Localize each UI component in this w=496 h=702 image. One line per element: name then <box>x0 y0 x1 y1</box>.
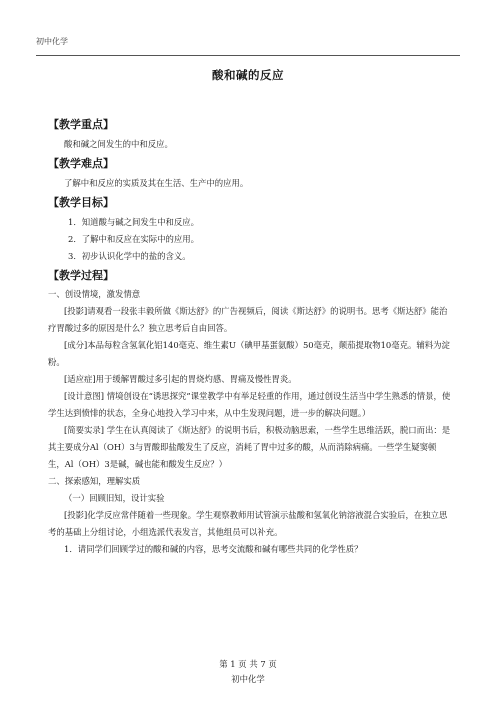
heading-process: 【教学过程】 <box>48 269 114 282</box>
heading-key-points: 【教学重点】 <box>48 118 114 131</box>
process-record-para: [简要实录] 学生在认真阅读了《斯达舒》的说明书后，积极动脑思索，一些学生思维活跃，脱口而出：是其主要成分Al（OH）3与胃酸即盐酸发生了反应，消耗了胃中过多的酸，从而消除病痛。一些学生疑窦顿生，Al（OH）3是碱，碱也能和酸发生反应？） <box>48 425 451 469</box>
difficulties-text: 了解中和反应的实质及其在生活、生产中的应用。 <box>64 178 249 188</box>
process-part1-title: 一、创设情境，激发情意 <box>48 289 141 299</box>
goal-item-3: 3．初步认识化学中的盐的含义。 <box>68 251 191 261</box>
page-title: 酸和碱的反应 <box>212 68 284 82</box>
heading-goals: 【教学目标】 <box>48 196 114 209</box>
process-sub1-title: （一）回顾旧知，设计实验 <box>64 493 165 503</box>
header-divider <box>36 55 460 56</box>
goals-list <box>48 214 452 265</box>
footer-subtitle: 初中化学 <box>231 674 265 684</box>
process-experiment-para: [投影]化学反应常伴随着一些现象。学生观察教师用试管演示盐酸和氢氧化钠溶液混合实验后，在独立思考的基础上分组讨论，小组选派代表发言，其他组员可以补充。 <box>48 510 448 537</box>
process-indications-para: [适应症]用于缓解胃酸过多引起的胃烧灼感、胃痛及慢性胃炎。 <box>64 374 297 384</box>
footer-page-number: 第 1 页 共 7 页 <box>219 659 277 669</box>
process-ingredients-para: [成分]本品每粒含氢氧化铝140毫克、维生素U（碘甲基蛋氨酸）50毫克，颠茄提取物10毫克。辅料为淀粉。 <box>48 340 450 367</box>
heading-difficulties: 【教学难点】 <box>48 157 114 170</box>
process-part2-title: 二、探索感知，理解实质 <box>48 476 141 486</box>
header-text: 初中化学 <box>36 37 68 46</box>
goal-item-1: 1．知道酸与碱之间发生中和反应。 <box>68 217 199 227</box>
process-question-1: 1．请同学们回顾学过的酸和碱的内容，思考交流酸和碱有哪些共同的化学性质？ <box>64 544 363 554</box>
document-body <box>48 117 452 558</box>
goal-item-2: 2．了解中和反应在实际中的应用。 <box>68 234 199 244</box>
process-projection-para: [投影]请观看一段张丰毅所做《斯达舒》的广告视频后，阅读《斯达舒》的说明书。思考《斯达舒》能治疗胃酸过多的原因是什么？独立思考后自由回答。 <box>48 306 448 333</box>
key-points-text: 酸和碱之间发生的中和反应。 <box>64 139 173 149</box>
process-design-intent-para: [设计意图] 情境创设在“诱思探究”课堂教学中有举足轻重的作用，通过创设生活当中学生熟悉的情景，使学生达到愤悱的状态，全身心地投入学习中来，从中生发现问题，进一步的解决问题。） <box>48 391 451 418</box>
